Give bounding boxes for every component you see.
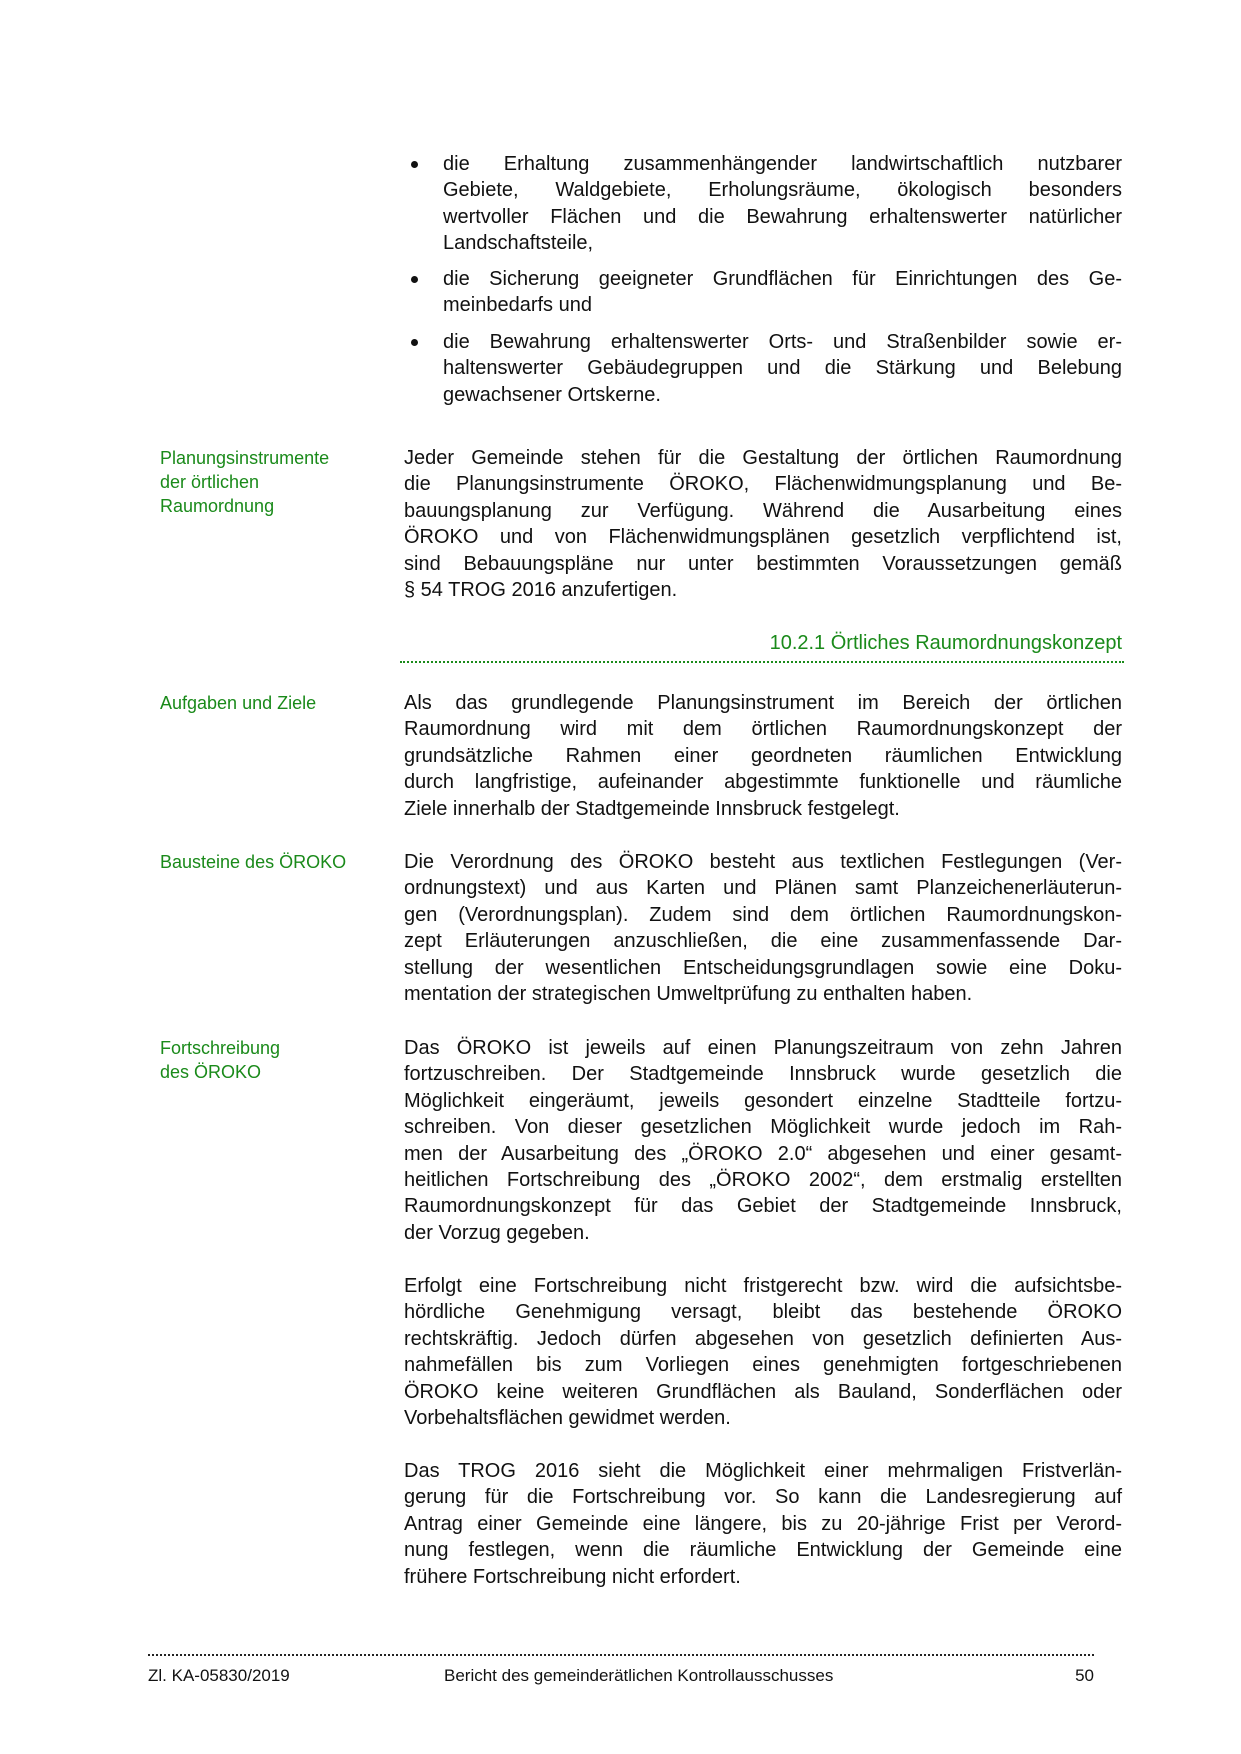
text-line: heitlichen Fortschreibung des „ÖROKO 2002“, dem erstmalig erstellten <box>404 1169 1122 1192</box>
text-line: Jeder Gemeinde stehen für die Gestaltung der örtlichen Raumordnung <box>404 447 1122 469</box>
margin-label-line: des ÖROKO <box>160 1062 262 1082</box>
text-line: Ziele innerhalb der Stadtgemeinde Innsbruck festgelegt. <box>404 797 900 820</box>
text-line: ordnungstext) und aus Karten und Plänen samt Planzeichenerläuterun- <box>404 877 1122 900</box>
paragraph-fristgerecht <box>404 1273 1122 1431</box>
text-line: grundsätzliche Rahmen einer geordneten räumlichen Entwicklung <box>404 744 1122 767</box>
text-line: stellung der wesentlichen Entscheidungsgrundlagen sowie eine Doku- <box>404 956 1122 979</box>
footer-title: Bericht des gemeinderätlichen Kontrollausschusses <box>444 1666 834 1685</box>
footer-divider <box>148 1654 1094 1656</box>
text-line: men der Ausarbeitung des „ÖROKO 2.0“ abgesehen und einer gesamt- <box>404 1142 1122 1165</box>
text-line: die Planungsinstrumente ÖROKO, Flächenwidmungsplanung und Be- <box>404 473 1122 496</box>
text-line: ÖROKO keine weiteren Grundflächen als Bauland, Sonderflächen oder <box>404 1380 1122 1403</box>
text-line: fortzuschreiben. Der Stadtgemeinde Innsbruck wurde gesetzlich die <box>404 1063 1122 1086</box>
text-line: Raumordnungskonzept für das Gebiet der Stadtgemeinde Innsbruck, <box>404 1195 1122 1218</box>
margin-label-line: der örtlichen <box>160 472 260 492</box>
text-line: die Erhaltung zusammenhängender landwirtschaftlich nutzbarer <box>443 153 1122 175</box>
margin-label-line: Planungsinstrumente <box>160 448 330 468</box>
bullet-item <box>443 151 1122 257</box>
paragraph-fristverlaengerung <box>404 1458 1122 1590</box>
bullet-item <box>443 266 1122 319</box>
text-line: die Bewahrung erhaltenswerter Orts- und Straßenbilder sowie er- <box>443 331 1122 353</box>
margin-label-planungsinstrumente <box>160 446 329 518</box>
text-line: hördliche Genehmigung versagt, bleibt das bestehende ÖROKO <box>404 1301 1122 1324</box>
paragraph-aufgaben <box>404 690 1122 822</box>
bullet-icon <box>411 339 418 346</box>
bullet-item <box>443 329 1122 408</box>
margin-label-bausteine <box>160 850 346 874</box>
margin-label-line: Fortschreibung <box>160 1038 281 1058</box>
text-line: Möglichkeit eingeräumt, jeweils gesondert einzelne Stadtteile fortzu- <box>404 1089 1122 1112</box>
text-line: ÖROKO und von Flächenwidmungsplänen gesetzlich verpflichtend ist, <box>404 526 1122 549</box>
text-line: wertvoller Flächen und die Bewahrung erhaltenswerter natürlicher <box>443 205 1122 228</box>
text-line: nahmefällen bis zum Vorliegen eines genehmigten fortgeschriebenen <box>404 1354 1122 1377</box>
text-line: Vorbehaltsflächen gewidmet werden. <box>404 1407 731 1430</box>
text-line: nung festlegen, wenn die räumliche Entwicklung der Gemeinde eine <box>404 1539 1122 1562</box>
text-line: Erfolgt eine Fortschreibung nicht fristgerecht bzw. wird die aufsichtsbe- <box>404 1275 1122 1297</box>
margin-label-aufgaben <box>160 691 316 715</box>
text-line: frühere Fortschreibung nicht erfordert. <box>404 1565 741 1588</box>
margin-label-line: Raumordnung <box>160 496 275 516</box>
text-line: Gebiete, Waldgebiete, Erholungsräume, ökologisch besonders <box>443 179 1122 202</box>
paragraph-planungsinstrumente <box>404 445 1122 603</box>
text-line: zept Erläuterungen anzuschließen, die eine zusammenfassende Dar- <box>404 930 1122 953</box>
footer-reference: Zl. KA-05830/2019 <box>148 1666 290 1685</box>
text-line: haltenswerter Gebäudegruppen und die Stärkung und Belebung <box>443 357 1122 380</box>
page-number: 50 <box>1075 1666 1094 1685</box>
text-line: bauungsplanung zur Verfügung. Während die Ausarbeitung eines <box>404 499 1122 522</box>
text-line: gerung für die Fortschreibung vor. So kann die Landesregierung auf <box>404 1486 1122 1509</box>
text-line: Landschaftsteile, <box>443 232 594 255</box>
text-line: mentation der strategischen Umweltprüfung zu enthalten haben. <box>404 983 973 1006</box>
text-line: Das TROG 2016 sieht die Möglichkeit einer mehrmaligen Fristverlän- <box>404 1460 1122 1482</box>
text-line: der Vorzug gegeben. <box>404 1221 590 1244</box>
margin-label-line: Bausteine des ÖROKO <box>160 852 347 872</box>
margin-label-fortschreibung <box>160 1036 280 1084</box>
text-line: Das ÖROKO ist jeweils auf einen Planungszeitraum von zehn Jahren <box>404 1037 1122 1059</box>
bullet-icon <box>411 161 418 168</box>
text-line: § 54 TROG 2016 anzufertigen. <box>404 579 678 602</box>
text-line: sind Bebauungspläne nur unter bestimmten Voraussetzungen gemäß <box>404 552 1122 575</box>
text-line: durch langfristige, aufeinander abgestimmte funktionelle und räumliche <box>404 771 1122 794</box>
text-line: schreiben. Von dieser gesetzlichen Möglichkeit wurde jedoch im Rah- <box>404 1116 1122 1139</box>
section-heading: 10.2.1 Örtliches Raumordnungskonzept <box>769 632 1122 654</box>
text-line: Raumordnung wird mit dem örtlichen Raumordnungskonzept der <box>404 718 1122 741</box>
text-line: Antrag einer Gemeinde eine längere, bis zu 20-jährige Frist per Verord- <box>404 1512 1122 1535</box>
margin-label-line: Aufgaben und Ziele <box>160 693 317 713</box>
text-line: die Sicherung geeigneter Grundflächen für Einrichtungen des Ge- <box>443 268 1122 290</box>
paragraph-fortschreibung <box>404 1035 1122 1246</box>
bullet-icon <box>411 276 418 283</box>
text-line: Als das grundlegende Planungsinstrument im Bereich der örtlichen <box>404 692 1122 714</box>
text-line: Die Verordnung des ÖROKO besteht aus textlichen Festlegungen (Ver- <box>404 851 1122 873</box>
text-line: rechtskräftig. Jedoch dürfen abgesehen von gesetzlich definierten Aus- <box>404 1327 1122 1350</box>
paragraph-bausteine <box>404 849 1122 1007</box>
text-line: gen (Verordnungsplan). Zudem sind dem örtlichen Raumordnungskon- <box>404 903 1122 926</box>
text-line: gewachsener Ortskerne. <box>443 383 661 406</box>
heading-divider <box>400 661 1124 663</box>
text-line: meinbedarfs und <box>443 294 592 317</box>
